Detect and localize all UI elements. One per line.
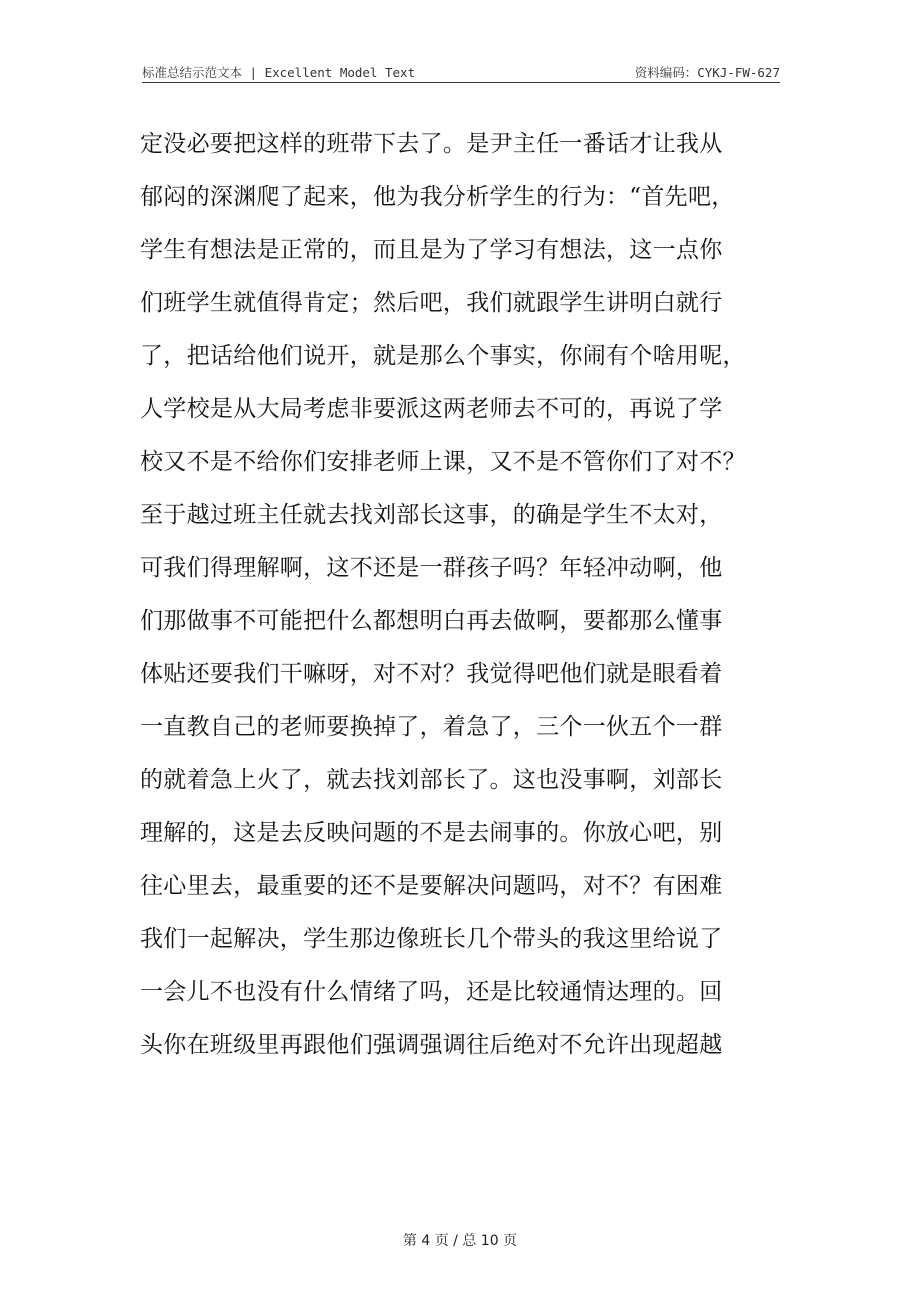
body-line: 一直教自己的老师要换掉了，着急了，三个一伙五个一群 (140, 714, 723, 740)
body-line: 至于越过班主任就去找刘部长这事，的确是学生不太对， (140, 502, 723, 528)
body-line: 可我们得理解啊，这不还是一群孩子吗？年轻冲动啊，他 (140, 555, 723, 581)
body-line: 郁闷的深渊爬了起来，他为我分析学生的行为：“首先吧， (140, 184, 735, 210)
body-line: 定没必要把这样的班带下去了。是尹主任一番话才让我从 (140, 131, 723, 157)
body-line: 人学校是从大局考虑非要派这两老师去不可的，再说了学 (140, 396, 723, 422)
body-line: 体贴还要我们干嘛呀，对不对？我觉得吧他们就是眼看着 (140, 661, 723, 687)
header-title: 标准总结示范文本 | Excellent Model Text (142, 65, 416, 80)
body-line: 头你在班级里再跟他们强调强调往后绝对不允许出现超越 (140, 1032, 723, 1058)
page-header (142, 60, 780, 83)
body-line: 们班学生就值得肯定；然后吧，我们就跟学生讲明白就行 (140, 290, 723, 316)
document-body (140, 122, 790, 1076)
page-number: 第 4 页 / 总 10 页 (402, 1233, 518, 1249)
body-line: 往心里去，最重要的还不是要解决问题吗，对不？有困难 (140, 873, 723, 899)
body-line: 们那做事不可能把什么都想明白再去做啊，要都那么懂事 (140, 608, 723, 634)
body-line: 一会儿不也没有什么情绪了吗，还是比较通情达理的。回 (140, 979, 723, 1005)
body-line: 理解的，这是去反映问题的不是去闹事的。你放心吧，别 (140, 820, 723, 846)
body-line: 校又不是不给你们安排老师上课，又不是不管你们了对不？ (140, 449, 746, 475)
page-footer (0, 1230, 920, 1250)
body-line: 的就着急上火了，就去找刘部长了。这也没事啊，刘部长 (140, 767, 723, 793)
body-line: 我们一起解决，学生那边像班长几个带头的我这里给说了 (140, 926, 723, 952)
body-line: 学生有想法是正常的，而且是为了学习有想法，这一点你 (140, 237, 723, 263)
body-line: 了，把话给他们说开，就是那么个事实，你闹有个啥用呢， (140, 343, 746, 369)
header-doc-code: 资料编码：CYKJ-FW-627 (634, 65, 780, 80)
